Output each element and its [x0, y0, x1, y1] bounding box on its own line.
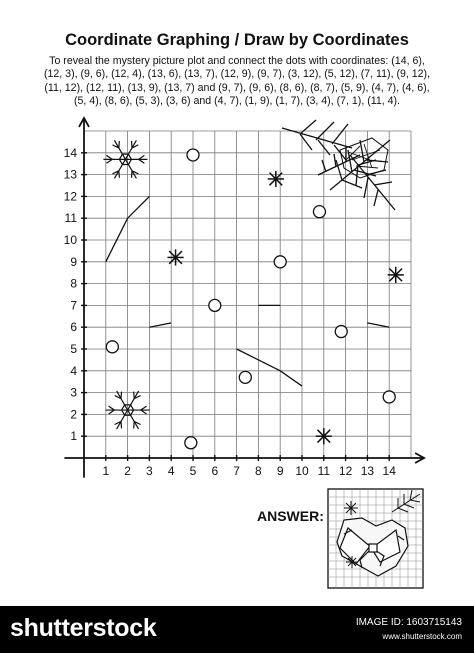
x-tick-label: 7	[233, 464, 240, 478]
snowflake-arm	[324, 430, 330, 436]
x-tick-label: 2	[124, 464, 131, 478]
snowflake-arm	[125, 159, 136, 178]
snowflake-arm	[269, 173, 275, 179]
circle-dot	[383, 391, 395, 403]
x-tick-label: 10	[295, 464, 309, 478]
snowflakes	[103, 140, 403, 444]
circle-dot	[274, 256, 286, 268]
footer-image-id: IMAGE ID: 1603715143	[355, 617, 462, 628]
circle-dot	[313, 206, 325, 218]
snowflake-arm	[176, 251, 182, 257]
line-segment	[149, 323, 171, 327]
instructions-text: To reveal the mystery picture plot and connect the dots with coordinates: (14, 6), (12, 3), (9, 6), (12, 4), (13, 6), (13, 7), (12, 9), (9, 7), (3, 12), (5, 12), (7, 11), (9, 12), (11, 12), (12, 11), (13, 9), (13, 7) and (9, 7), (9, 6), (8, 6), (8, 7), (5, 9), (4, 7), (4, 6), (5, 4), (8, 6), (5, 3), (3, 6) and (4, 7), (1, 9), (1, 7), (3, 4), (7, 1), (11, 4).	[43, 55, 431, 107]
snowflake-branch	[134, 421, 135, 428]
snowflake-icon	[103, 140, 147, 178]
snowflake-arm	[125, 140, 136, 159]
snowflake-branch	[134, 392, 135, 399]
snowflake-arm	[389, 269, 395, 275]
circle-dot	[335, 326, 347, 338]
circle-dot	[209, 299, 221, 311]
y-tick-label: 9	[70, 254, 77, 269]
x-tick-label: 4	[167, 464, 175, 478]
x-tick-label: 3	[146, 464, 153, 478]
x-tick-label: 9	[276, 464, 284, 478]
x-tick-label: 8	[255, 464, 262, 478]
distractor-line-segments	[106, 196, 389, 386]
footer-logo: shutterstock	[10, 614, 157, 642]
y-tick-label: 13	[63, 167, 77, 182]
footer-bar	[0, 606, 474, 653]
y-tick-label: 14	[63, 145, 77, 160]
snowflake-arm	[117, 391, 128, 410]
y-tick-label: 7	[70, 298, 77, 313]
footer-site: www.shutterstock.com	[382, 632, 462, 641]
snowflake-icon	[388, 267, 404, 283]
answer-label: ANSWER:	[257, 508, 324, 524]
snowflake-arm	[176, 257, 182, 263]
snowflake-branch	[121, 392, 122, 399]
snowflake-icon	[316, 428, 332, 444]
snowflake-arm	[128, 410, 139, 429]
snowflake-arm	[317, 430, 323, 436]
snowflake-arm	[169, 251, 175, 257]
snowflake-branch	[131, 141, 132, 148]
y-tick-label: 3	[70, 385, 77, 400]
snowflake-arm	[117, 410, 128, 429]
snowflake-icon	[167, 249, 183, 265]
snowflake-arm	[396, 269, 402, 275]
x-tick-label: 5	[189, 464, 197, 478]
circle-dot	[185, 437, 197, 449]
snowflake-icon	[268, 171, 284, 187]
y-tick-label: 4	[70, 363, 77, 378]
snowflake-arm	[276, 173, 282, 179]
y-tick-label: 12	[63, 189, 77, 204]
snowflake-arm	[317, 436, 323, 442]
snowflake-branch	[119, 141, 120, 148]
x-tick-label: 6	[211, 464, 219, 478]
snowflake-arm	[128, 391, 139, 410]
y-tick-label: 1	[70, 429, 77, 444]
snowflake-arm	[114, 159, 125, 178]
snowflake-branch	[119, 171, 120, 178]
x-tick-label: 14	[382, 464, 396, 478]
line-segment	[367, 323, 389, 327]
snowflake-branch	[121, 421, 122, 428]
snowflake-branch	[131, 171, 132, 178]
y-tick-label: 6	[70, 320, 77, 335]
snowflake-arm	[389, 275, 395, 281]
circle-dot	[239, 371, 251, 383]
x-tick-label: 12	[338, 464, 353, 478]
y-tick-label: 8	[70, 276, 77, 291]
answer-box	[328, 489, 423, 588]
x-tick-label: 13	[360, 464, 375, 478]
y-tick-label: 11	[64, 211, 77, 226]
y-tick-label: 2	[70, 407, 77, 422]
page-title: Coordinate Graphing / Draw by Coordinates	[65, 31, 409, 49]
snowflake-arm	[269, 179, 275, 185]
snowflake-arm	[396, 275, 402, 281]
y-tick-label: 5	[70, 342, 77, 356]
snowflake-arm	[169, 257, 175, 263]
circle-dot	[106, 341, 118, 353]
x-tick-label: 1	[102, 464, 110, 478]
snowflake-arm	[324, 436, 330, 442]
y-tick-label: 10	[63, 233, 77, 247]
x-tick-label: 11	[317, 464, 331, 478]
snowflake-arm	[276, 179, 282, 185]
snowflake-arm	[114, 140, 125, 159]
circle-dot	[187, 149, 199, 161]
